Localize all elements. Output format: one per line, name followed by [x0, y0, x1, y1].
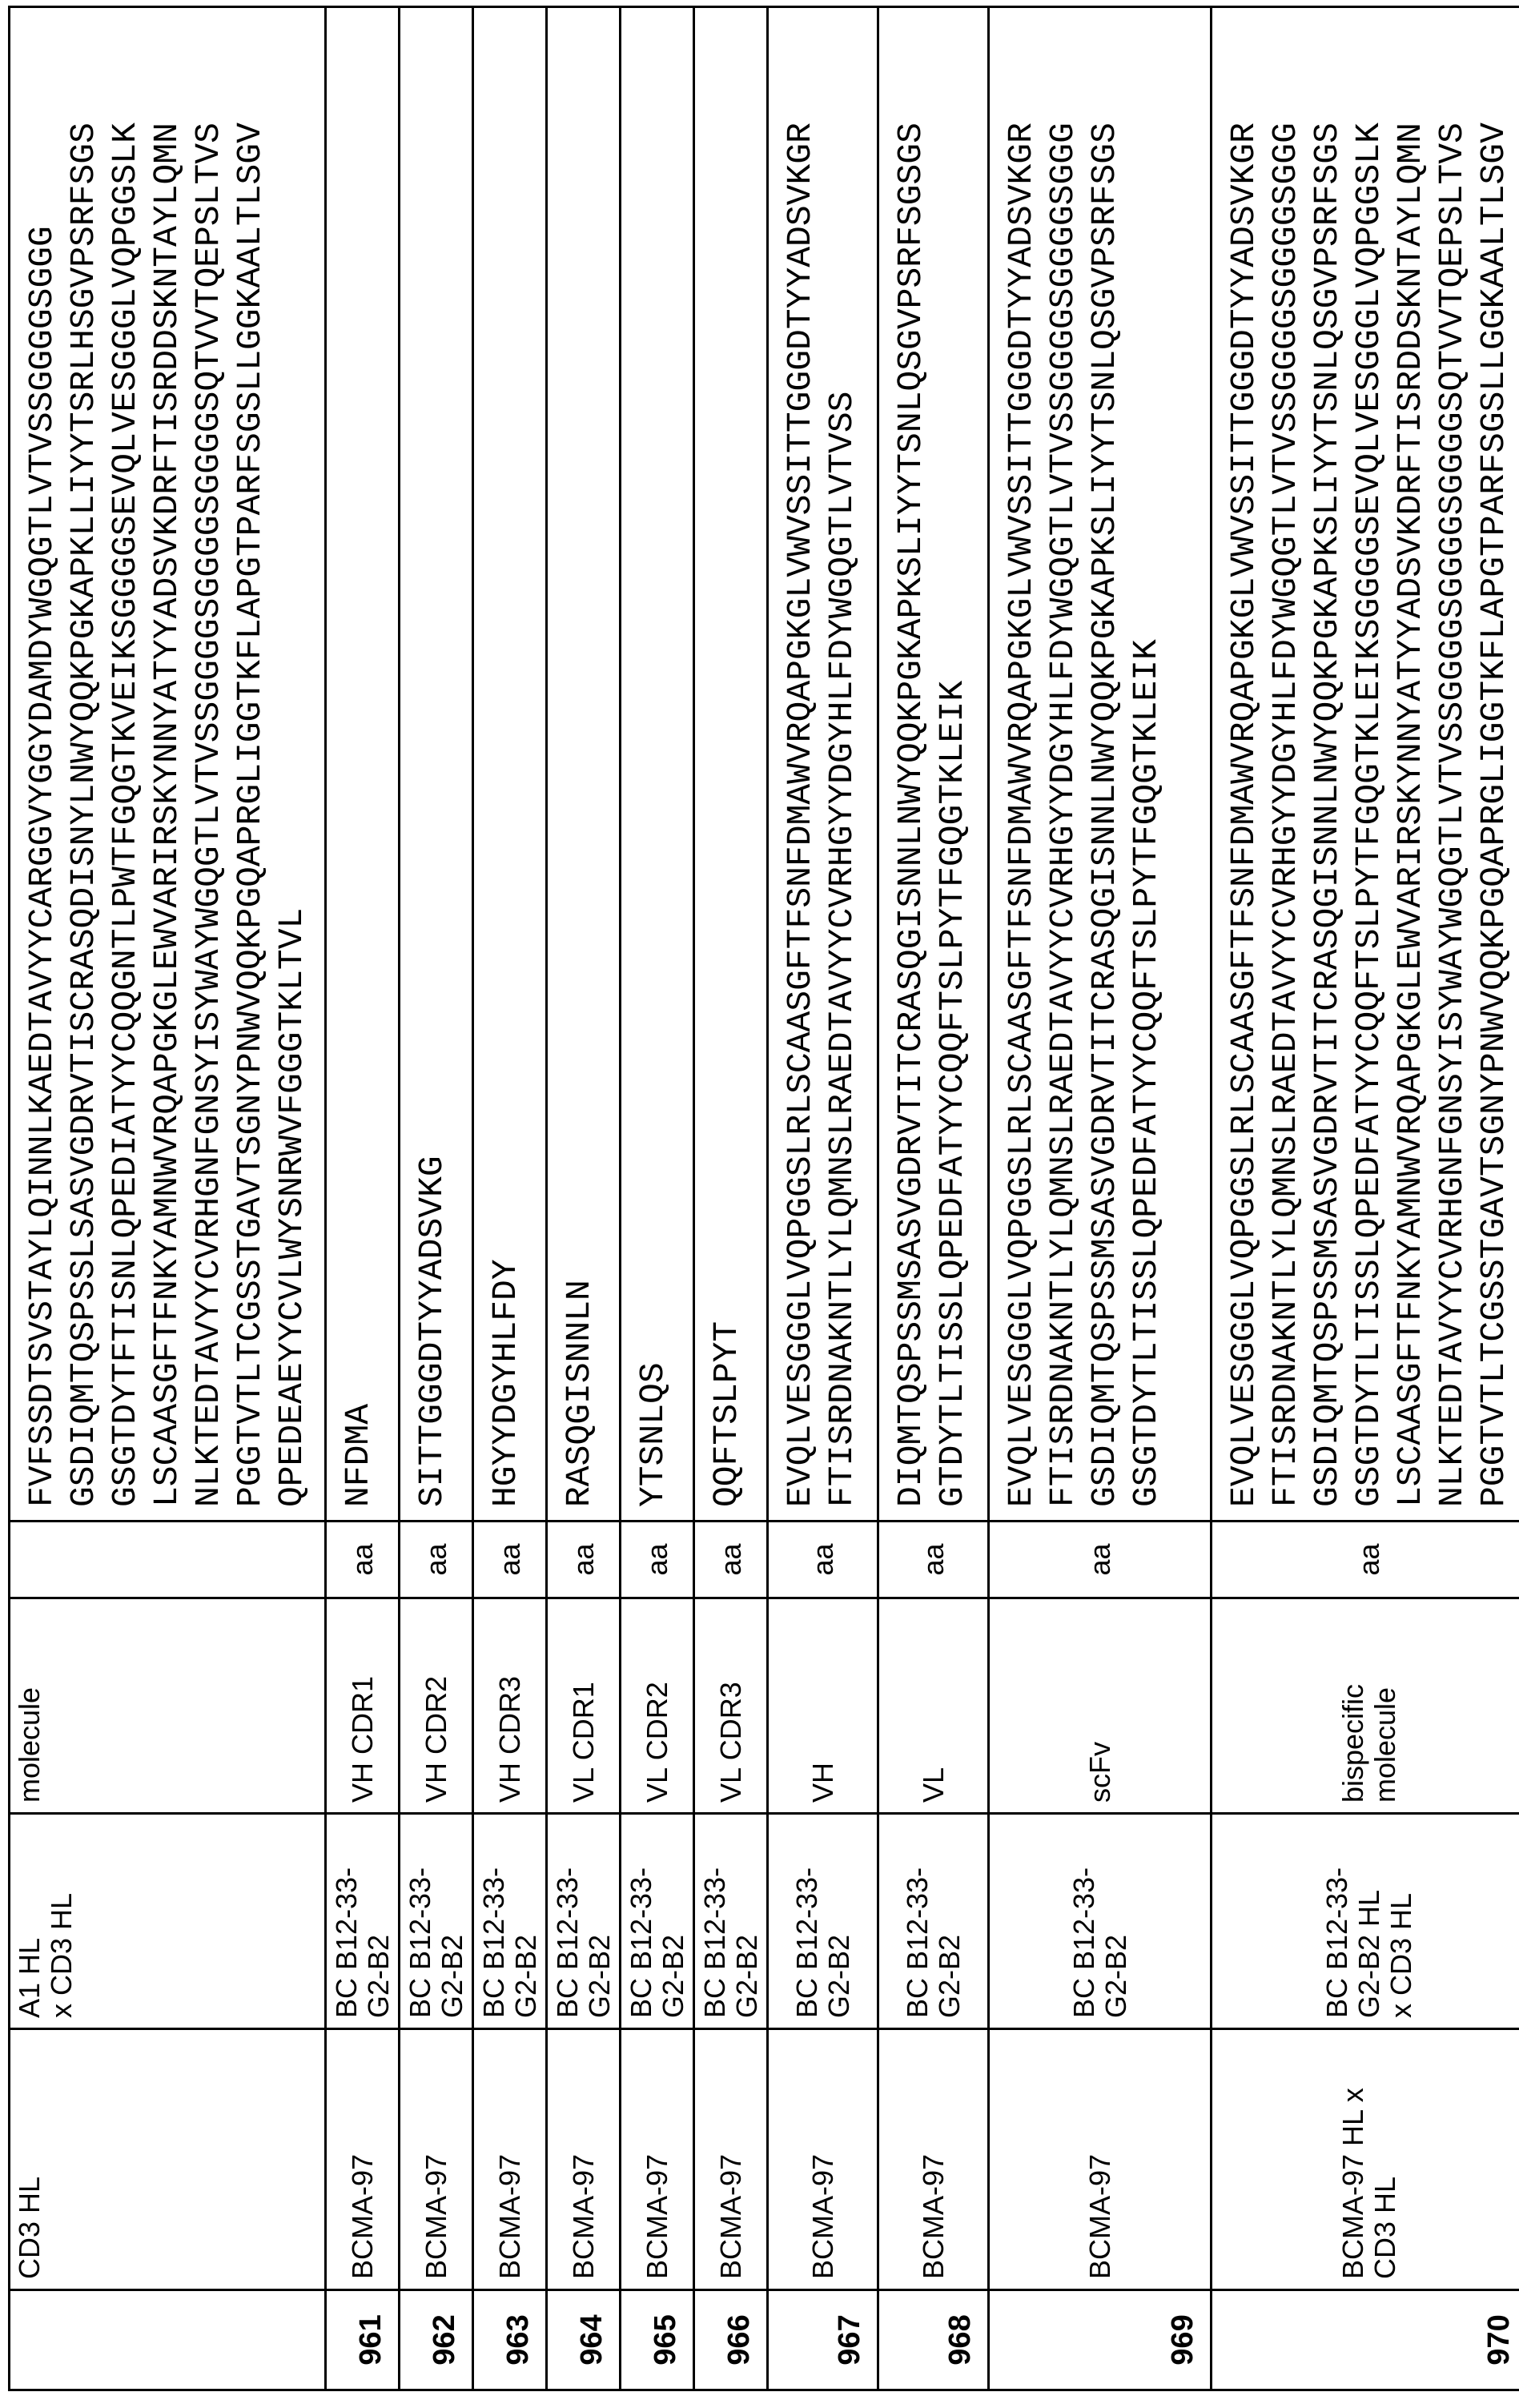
- format-type: aa: [1352, 1543, 1385, 1575]
- molecule-type: VH CDR2: [420, 1676, 452, 1803]
- format-type: aa: [493, 1543, 526, 1575]
- seq-id-number-cell: [768, 2290, 878, 2390]
- sequence-line: SITTGGGDTYYADSVKG: [412, 21, 453, 1507]
- construct-name: BCMA-97: [806, 2154, 839, 2279]
- format-type: aa: [567, 1543, 600, 1575]
- molecule-type: VH: [806, 1763, 839, 1803]
- molecule-type: VL CDR3: [714, 1682, 747, 1803]
- seq-id-number-cell: [694, 2290, 768, 2390]
- source-name: BC B12-33- G2-B2: [330, 1867, 395, 2018]
- sequence-line: FVFSSDTSVSTAYLQINNLKAEDTAVYYCARGGVYGGYDAMDYWGQGTLVTVSSGGGGSGGG: [22, 21, 63, 1507]
- construct-name-cell: [768, 2029, 878, 2290]
- table-row: [473, 7, 547, 2390]
- molecule-type: VH CDR3: [493, 1676, 526, 1803]
- seq-id-number: 966: [722, 2314, 756, 2365]
- molecule-type: molecule: [13, 1687, 46, 1803]
- format-type-cell: [768, 1522, 878, 1598]
- source-name: A1 HL x CD3 HL: [13, 1893, 78, 2018]
- molecule-type: bispecific molecule: [1336, 1684, 1401, 1803]
- table-row: [400, 7, 473, 2390]
- sequence-line: GSDIQMTQSPSSMSASVGDRVTITCRASQGISNNLNWYQQKPGKAPKSLIYYTSNLQSGVPSRFSGS: [1084, 21, 1126, 1507]
- molecule-type-cell: [326, 1598, 400, 1814]
- molecule-type: VL: [917, 1767, 950, 1803]
- source-name: BC B12-33- G2-B2 HL x CD3 HL: [1320, 1867, 1417, 2018]
- source-name-cell: [400, 1814, 473, 2029]
- sequence-line: GSGTDYTLTISSLQPEDFATYYCQQFTSLPYTFGQGTKLEIKSGGGGSEVQLVESGGGLVQPGGSLK: [1348, 21, 1390, 1507]
- table-row: [989, 7, 1212, 2390]
- seq-id-number-cell: [621, 2290, 694, 2390]
- sequence-cell: [10, 7, 326, 1522]
- sequence-line: NLKTEDTAVYYCVRHGNFGNSYISYWAYWGQGTLVTVSSGGGGSGGGGSGGGGSQTVVTQEPSLTVS: [1432, 21, 1473, 1507]
- sequence-line: RASQGISNNLN: [559, 21, 601, 1507]
- source-name: BC B12-33- G2-B2: [1067, 1867, 1132, 2018]
- sequence-line: EVQLVESGGGLVQPGGSLRLSCAASGFTFSNFDMAWVRQAPGKGLVWVSSITTGGGDTYYADSVKGR: [1001, 21, 1043, 1507]
- construct-name-cell: [547, 2029, 621, 2290]
- format-type-cell: [10, 1522, 326, 1598]
- sequence-cell: [878, 7, 989, 1522]
- sequence-line: FTISRDNAKNTLYLQMNSLRAEDTAVYYCVRHGYYDGYHLFDYWGQGTLVTVSS: [822, 21, 863, 1507]
- source-name: BC B12-33- G2-B2: [790, 1867, 855, 2018]
- format-type-cell: [989, 1522, 1212, 1598]
- source-name-cell: [878, 1814, 989, 2029]
- molecule-type-cell: [621, 1598, 694, 1814]
- sequence-line: QPEDEAEYYCVLWYSNRWVFGGGTKLTVL: [271, 21, 313, 1507]
- source-name-cell: [547, 1814, 621, 2029]
- sequence-line: NFDMA: [338, 21, 380, 1507]
- format-type: aa: [917, 1543, 950, 1575]
- construct-name-cell: [621, 2029, 694, 2290]
- molecule-type-cell: [768, 1598, 878, 1814]
- sequence-line: EVQLVESGGGLVQPGGSLRLSCAASGFTFSNFDMAWVRQAPGKGLVWVSSITTGGGDTYYADSVKGR: [1224, 21, 1265, 1507]
- seq-id-number: 962: [428, 2314, 461, 2365]
- table-row: [621, 7, 694, 2390]
- sequence-cell: [768, 7, 878, 1522]
- construct-name-cell: [326, 2029, 400, 2290]
- table-row: [1212, 7, 1519, 2390]
- source-name: BC B12-33- G2-B2: [551, 1867, 616, 2018]
- construct-name: BCMA-97: [1083, 2154, 1116, 2279]
- seq-id-number-cell: [989, 2290, 1212, 2390]
- construct-name: BCMA-97: [346, 2154, 379, 2279]
- format-type-cell: [1212, 1522, 1519, 1598]
- sequence-line: GSGTDYTFTISNLQPEDIATYYCQQGNTLPWTFGQGTKVEIKSGGGGSEVQLVESGGGLVQPGGSLK: [105, 21, 147, 1507]
- source-name-cell: [768, 1814, 878, 2029]
- format-type: aa: [420, 1543, 452, 1575]
- format-type-cell: [694, 1522, 768, 1598]
- construct-name: BCMA-97: [420, 2154, 452, 2279]
- patent-page: [0, 0, 1519, 2408]
- table-row: [878, 7, 989, 2390]
- seq-id-number-cell: [878, 2290, 989, 2390]
- sequence-line: EVQLVESGGGLVQPGGSLRLSCAASGFTFSNFDMAWVRQAPGKGLVWVSSITTGGGDTYYADSVKGR: [780, 21, 822, 1507]
- seq-id-number: 969: [1166, 2314, 1200, 2365]
- construct-name: BCMA-97: [567, 2154, 600, 2279]
- format-type: aa: [1083, 1543, 1116, 1575]
- source-name-cell: [326, 1814, 400, 2029]
- molecule-type-cell: [547, 1598, 621, 1814]
- table-row: [326, 7, 400, 2390]
- seq-id-number-cell: [1212, 2290, 1519, 2390]
- format-type: aa: [641, 1543, 673, 1575]
- molecule-type: VH CDR1: [346, 1676, 379, 1803]
- sequence-table-body: [10, 7, 1519, 2390]
- format-type-cell: [400, 1522, 473, 1598]
- sequence-line: FTISRDNAKNTLYLQMNSLRAEDTAVYYCVRHGYYDGYHLFDYWGQGTLVTVSSGGGGSGGGGSGGG: [1043, 21, 1084, 1507]
- source-name-cell: [694, 1814, 768, 2029]
- source-name: BC B12-33- G2-B2: [698, 1867, 763, 2018]
- source-name-cell: [989, 1814, 1212, 2029]
- molecule-type-cell: [1212, 1598, 1519, 1814]
- construct-name-cell: [400, 2029, 473, 2290]
- table-row: [547, 7, 621, 2390]
- seq-id-number: 965: [649, 2314, 682, 2365]
- seq-id-number: 968: [943, 2314, 977, 2365]
- sequence-cell: [1212, 7, 1519, 1522]
- molecule-type-cell: [400, 1598, 473, 1814]
- construct-name-cell: [989, 2029, 1212, 2290]
- seq-id-number: 967: [833, 2314, 866, 2365]
- format-type: aa: [806, 1543, 839, 1575]
- sequence-line: GSDIQMTQSPSSLSASVGDRVTISCRASQDISNYLNWYQQKPGKAPKLLIYYTSRLHSGVPSRFSGS: [63, 21, 105, 1507]
- seq-id-number: 961: [354, 2314, 388, 2365]
- sequence-cell: [694, 7, 768, 1522]
- rotated-table-container: [8, 8, 1499, 2391]
- seq-id-number: 970: [1482, 2314, 1516, 2365]
- format-type-cell: [473, 1522, 547, 1598]
- construct-name-cell: [694, 2029, 768, 2290]
- sequence-cell: [473, 7, 547, 1522]
- sequence-cell: [547, 7, 621, 1522]
- sequence-line: NLKTEDTAVYYCVRHGNFGNSYISYWAYWGQGTLVTVSSGGGGSGGGGSGGGGSQTVVTQEPSLTVS: [188, 21, 230, 1507]
- construct-name-cell: [10, 2029, 326, 2290]
- format-type-cell: [878, 1522, 989, 1598]
- seq-id-number-cell: [400, 2290, 473, 2390]
- sequence-line: HGYYDGYHLFDY: [485, 21, 527, 1507]
- molecule-type-cell: [878, 1598, 989, 1814]
- source-name: BC B12-33- G2-B2: [477, 1867, 542, 2018]
- sequence-line: LSCAASGFTFNKYAMNWVRQAPGKGLEWVARIRSKYNNYATYYADSVKDRFTISRDDSKNTAYLQMN: [147, 21, 188, 1507]
- format-type: aa: [714, 1543, 747, 1575]
- sequence-line: GSGTDYTLTISSLQPEDFATYYCQQFTSLPYTFGQGTKLEIK: [1126, 21, 1167, 1507]
- sequence-cell: [621, 7, 694, 1522]
- seq-id-number: 964: [575, 2314, 609, 2365]
- construct-name: BCMA-97: [917, 2154, 950, 2279]
- format-type-cell: [326, 1522, 400, 1598]
- molecule-type: VL CDR1: [567, 1682, 600, 1803]
- format-type-cell: [621, 1522, 694, 1598]
- seq-id-number-cell: [547, 2290, 621, 2390]
- construct-name: BCMA-97: [493, 2154, 526, 2279]
- sequence-line: PGGTVTLTCGSSTGAVTSGNYPNWVQQKPGQAPRGLIGGTKFLAPGTPARFSGSLLGGKAALTLSGV: [230, 21, 271, 1507]
- source-name-cell: [621, 1814, 694, 2029]
- seq-id-number-cell: [10, 2290, 326, 2390]
- format-type: aa: [346, 1543, 379, 1575]
- source-name-cell: [1212, 1814, 1519, 2029]
- construct-name-cell: [878, 2029, 989, 2290]
- construct-name: BCMA-97: [641, 2154, 673, 2279]
- seq-id-number-cell: [473, 2290, 547, 2390]
- source-name: BC B12-33- G2-B2: [901, 1867, 966, 2018]
- molecule-type-cell: [473, 1598, 547, 1814]
- sequence-line: PGGTVTLTCGSSTGAVTSGNYPNWVQQKPGQAPRGLIGGTKFLAPGTPARFSGSLLGGKAALTLSGV: [1473, 21, 1515, 1507]
- molecule-type: scFv: [1083, 1742, 1116, 1803]
- sequence-table: [8, 6, 1519, 2391]
- sequence-line: GSDIQMTQSPSSMSASVGDRVTITCRASQGISNNLNWYQQKPGKAPKSLIYYTSNLQSGVPSRFSGS: [1307, 21, 1348, 1507]
- source-name: BC B12-33- G2-B2: [404, 1867, 468, 2018]
- sequence-cell: [326, 7, 400, 1522]
- sequence-line: GTDYTLTISSLQPEDFATYYCQQFTSLPYTFGQGTKLEIK: [932, 21, 974, 1507]
- seq-id-number-cell: [326, 2290, 400, 2390]
- construct-name: BCMA-97: [714, 2154, 747, 2279]
- table-row: [694, 7, 768, 2390]
- construct-name: BCMA-97 HL x CD3 HL: [1336, 2088, 1401, 2279]
- sequence-line: DIQMTQSPSSMSASVGDRVTITCRASQGISNNLNWYQQKPGKAPKSLIYYTSNLQSGVPSRFSGSGS: [890, 21, 932, 1507]
- sequence-line: YTSNLQS: [633, 21, 674, 1507]
- sequence-cell: [989, 7, 1212, 1522]
- table-row-continuation: [10, 7, 326, 2390]
- source-name-cell: [473, 1814, 547, 2029]
- sequence-line: LSCAASGFTFNKYAMNWVRQAPGKGLEWVARIRSKYNNYATYYADSVKDRFTISRDDSKNTAYLQMN: [1390, 21, 1432, 1507]
- construct-name: CD3 HL: [13, 2177, 46, 2279]
- table-row: [768, 7, 878, 2390]
- construct-name-cell: [1212, 2029, 1519, 2290]
- format-type-cell: [547, 1522, 621, 1598]
- seq-id-number: 963: [501, 2314, 535, 2365]
- source-name: BC B12-33- G2-B2: [625, 1867, 689, 2018]
- molecule-type: VL CDR2: [641, 1682, 673, 1803]
- sequence-line: QQFTSLPYT: [706, 21, 748, 1507]
- construct-name-cell: [473, 2029, 547, 2290]
- sequence-line: FTISRDNAKNTLYLQMNSLRAEDTAVYYCVRHGYYDGYHLFDYWGQGTLVTVSSGGGGSGGGGSGGG: [1265, 21, 1307, 1507]
- molecule-type-cell: [10, 1598, 326, 1814]
- molecule-type-cell: [694, 1598, 768, 1814]
- molecule-type-cell: [989, 1598, 1212, 1814]
- source-name-cell: [10, 1814, 326, 2029]
- sequence-cell: [400, 7, 473, 1522]
